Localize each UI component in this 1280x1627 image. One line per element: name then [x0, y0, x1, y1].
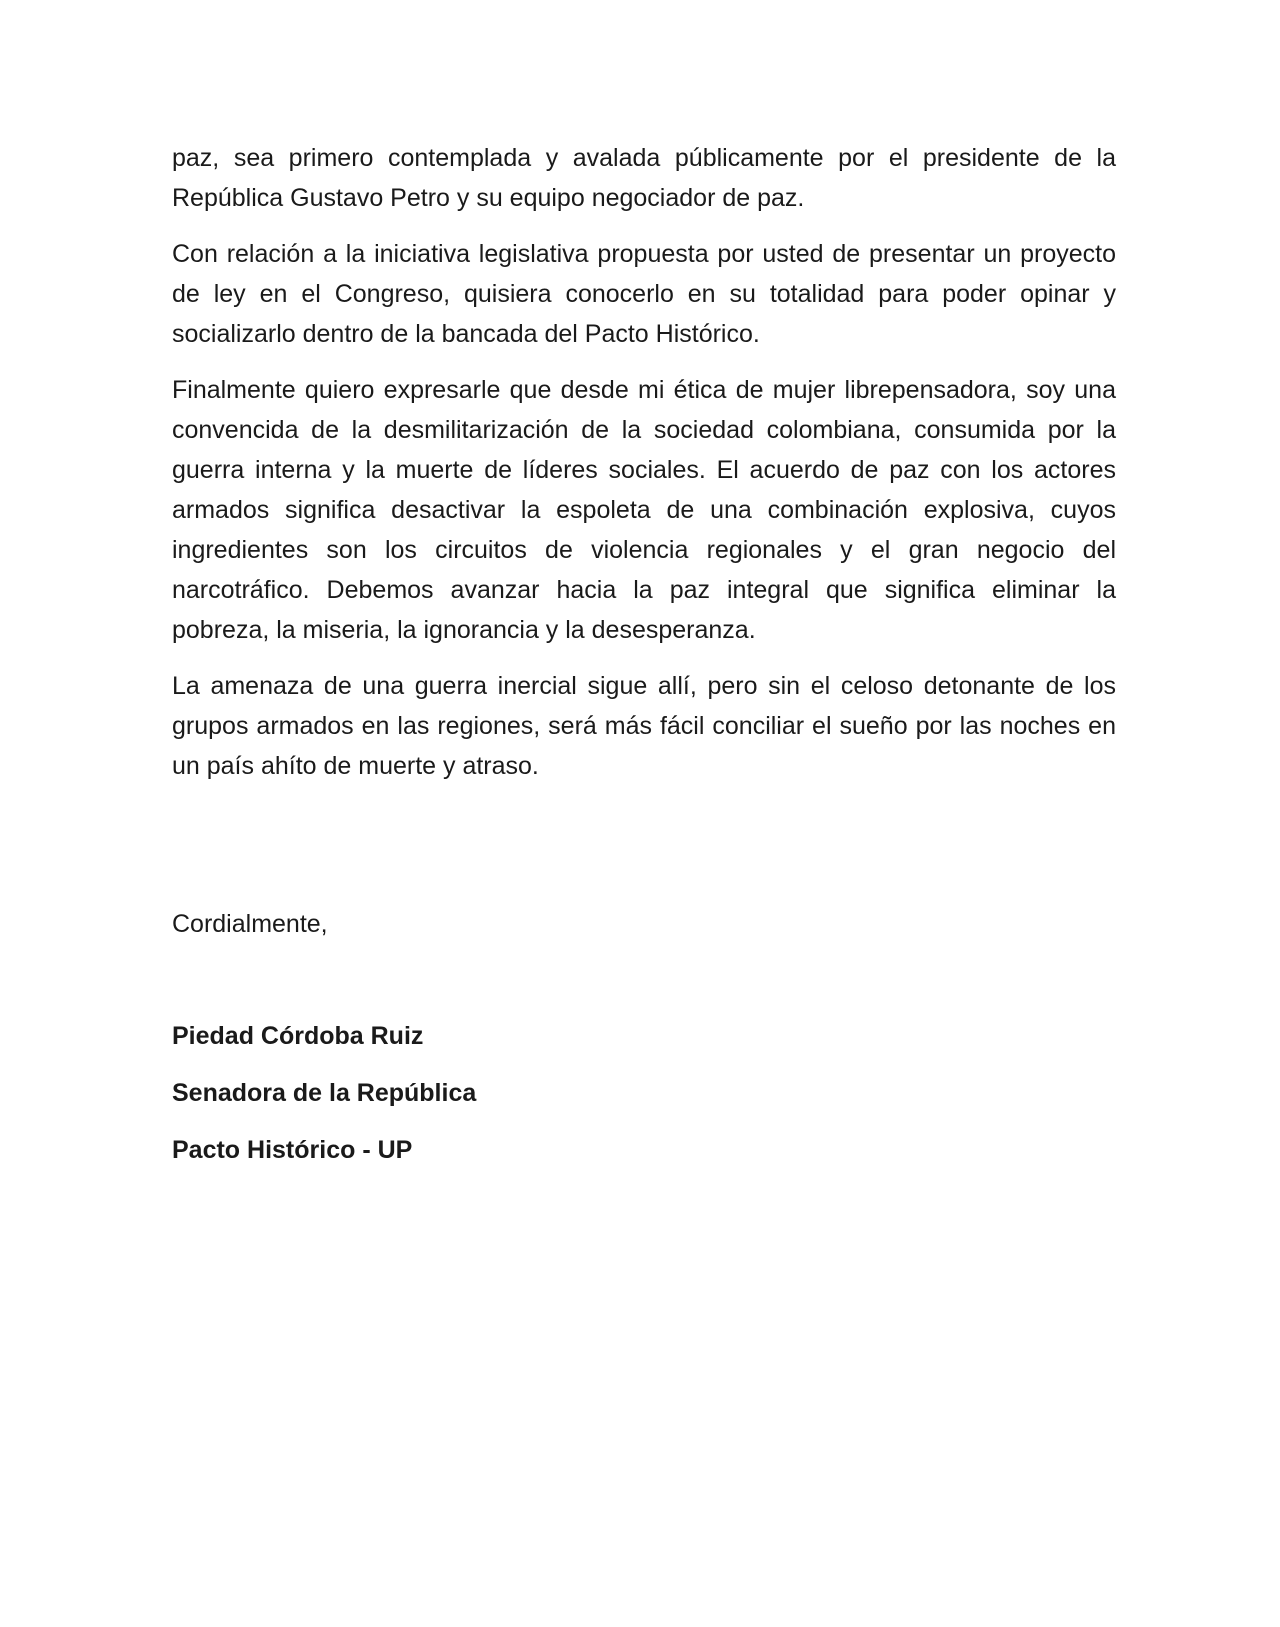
- paragraph-peace-endorsement: paz, sea primero contemplada y avalada públicamente por el presidente de la República Gustavo Petro y su equipo negociador de paz.: [172, 144, 1116, 212]
- letter-body: [172, 138, 1116, 802]
- closing-salutation: Cordialmente,: [172, 910, 328, 938]
- paragraph-demilitarization: Finalmente quiero expresarle que desde mi ética de mujer librepensadora, soy una convencida de la desmilitarización de la sociedad colombiana, consumida por la guerra interna y la muerte de líderes sociales. El acuerdo de paz con los actores armados significa desactivar la espoleta de una combinación explosiva, cuyos ingredientes son los circuitos de violencia regionales y el gran negocio del narcotráfico. Debemos avanzar hacia la paz integral que significa eliminar la pobreza, la miseria, la ignorancia y la desesperanza.: [172, 376, 1116, 644]
- signatory-title: Senadora de la República: [172, 1079, 477, 1107]
- signatory-name: Piedad Córdoba Ruiz: [172, 1022, 424, 1050]
- signature-block: [172, 1016, 476, 1187]
- paragraph-legislative-initiative: Con relación a la iniciativa legislativa propuesta por usted de presentar un proyecto de ley en el Congreso, quisiera conocerlo en su totalidad para poder opinar y socializarlo dentro de la bancada del Pacto Histórico.: [172, 240, 1116, 348]
- signatory-party: Pacto Histórico - UP: [172, 1136, 413, 1164]
- paragraph-inertial-war: La amenaza de una guerra inercial sigue allí, pero sin el celoso detonante de los grupos armados en las regiones, será más fácil conciliar el sueño por las noches en un país ahíto de muerte y atraso.: [172, 672, 1116, 780]
